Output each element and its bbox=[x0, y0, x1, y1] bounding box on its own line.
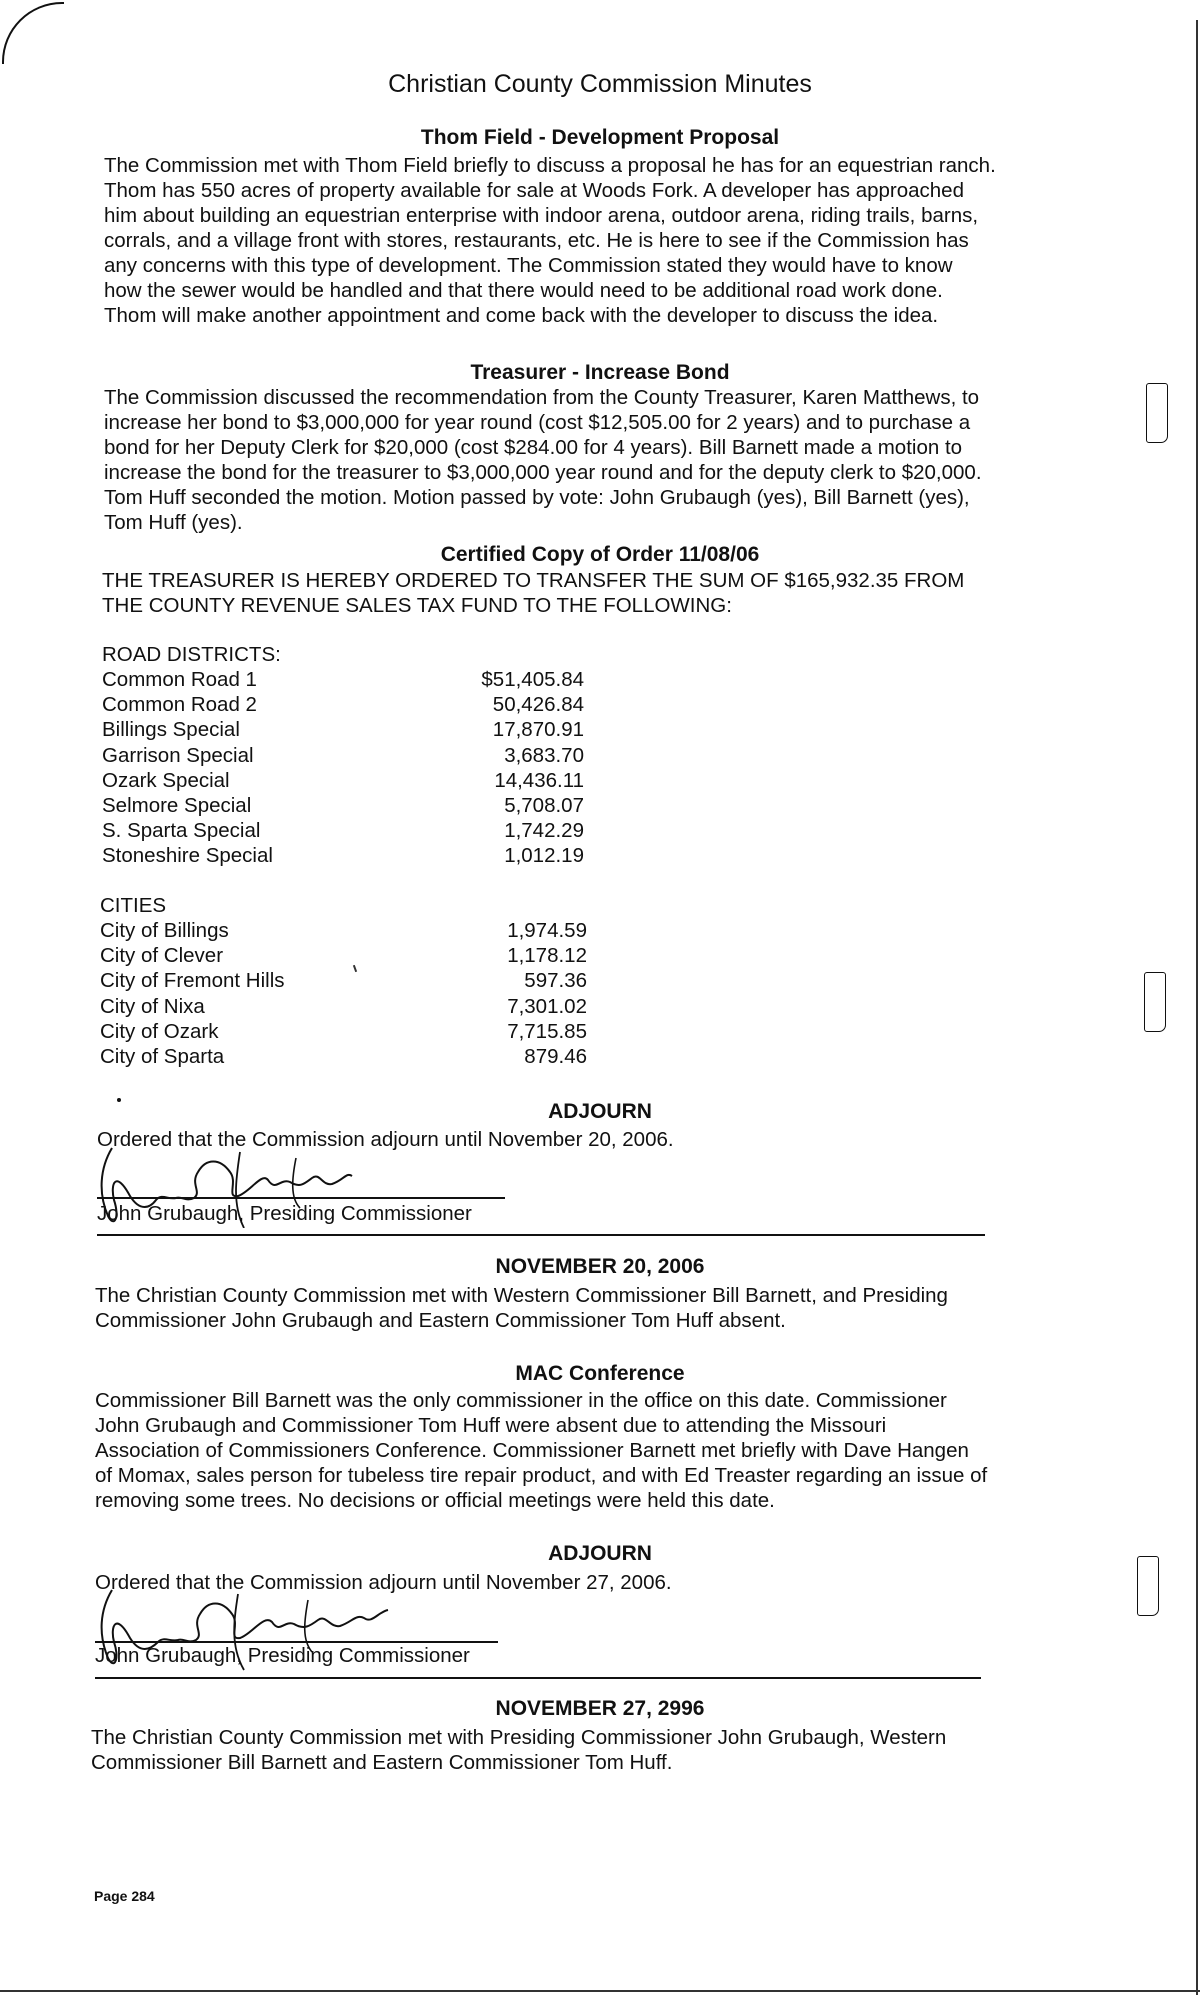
table-row bbox=[102, 667, 584, 692]
adjourn-order-text: Ordered that the Commission adjourn until November 27, 2006. bbox=[95, 1571, 672, 1594]
order-statement bbox=[102, 568, 1162, 618]
table-row bbox=[102, 692, 584, 717]
district-amount: 3,683.70 bbox=[504, 743, 584, 767]
district-amount: 1,742.29 bbox=[504, 819, 584, 843]
text-line: increase the bond for the treasurer to $3,000,000 year round and for the deputy clerk to $20,000. bbox=[104, 461, 982, 484]
city-amount: 1,178.12 bbox=[507, 944, 587, 968]
binder-tab-middle bbox=[1144, 972, 1166, 1032]
text-line: John Grubaugh and Commissioner Tom Huff were absent due to attending the Missouri bbox=[95, 1414, 887, 1437]
text-line: bond for her Deputy Clerk for $20,000 (cost $284.00 for 4 years). Bill Barnett made a motion to bbox=[104, 436, 963, 459]
table-row bbox=[102, 768, 584, 793]
text-line: him about building an equestrian enterprise with indoor arena, outdoor arena, riding trails, barns, bbox=[104, 204, 979, 227]
section-heading-adjourn: ADJOURN bbox=[548, 1100, 652, 1123]
section-heading-thom-field: Thom Field - Development Proposal bbox=[420, 126, 780, 149]
table-row bbox=[102, 743, 584, 768]
table-row bbox=[102, 818, 584, 843]
section-heading-certified-order: Certified Copy of Order 11/08/06 bbox=[440, 543, 760, 566]
page-bottom-edge bbox=[0, 1990, 1200, 1992]
table-row bbox=[100, 943, 587, 968]
district-amount: $51,405.84 bbox=[481, 668, 584, 691]
text-line: how the sewer would be handled and that there would need to be additional road work done. bbox=[104, 279, 943, 302]
district-name: Common Road 2 bbox=[102, 693, 257, 717]
table-row bbox=[102, 843, 584, 868]
section-heading-treasurer: Treasurer - Increase Bond bbox=[470, 361, 730, 384]
city-amount: 597.36 bbox=[524, 969, 587, 993]
road-districts-label: ROAD DISTRICTS: bbox=[102, 643, 281, 666]
text-line: The Christian County Commission met with Presiding Commissioner John Grubaugh, Western bbox=[91, 1726, 947, 1749]
text-line: Tom Huff seconded the motion. Motion passed by vote: John Grubaugh (yes), Bill Barnett (yes), bbox=[104, 486, 970, 509]
table-row bbox=[100, 994, 587, 1019]
table-row bbox=[100, 918, 587, 943]
city-name: City of Ozark bbox=[100, 1019, 219, 1043]
paragraph-nov-20 bbox=[95, 1283, 1155, 1333]
district-name: Billings Special bbox=[102, 718, 240, 742]
page-corner-curve bbox=[2, 2, 64, 64]
city-name: City of Nixa bbox=[100, 994, 205, 1018]
text-line: of Momax, sales person for tubeless tire repair product, and with Ed Treaster regarding an issue of bbox=[95, 1464, 988, 1487]
district-amount: 50,426.84 bbox=[492, 693, 584, 717]
text-line: Thom has 550 acres of property available for sale at Woods Fork. A developer has approached bbox=[104, 179, 964, 202]
text-line: The Commission discussed the recommendation from the County Treasurer, Karen Matthews, to bbox=[104, 386, 980, 409]
city-amount: 879.46 bbox=[524, 1044, 587, 1068]
district-name: Garrison Special bbox=[102, 743, 254, 767]
section-heading-nov-27: NOVEMBER 27, 2996 bbox=[495, 1697, 705, 1720]
signatory-name: John Grubaugh, Presiding Commissioner bbox=[95, 1644, 470, 1667]
text-line: corrals, and a village front with stores, restaurants, etc. He is here to see if the Commission has bbox=[104, 229, 969, 252]
signatory-name: John Grubaugh, Presiding Commissioner bbox=[97, 1202, 472, 1225]
section-heading-mac: MAC Conference bbox=[515, 1362, 685, 1385]
road-districts-table bbox=[102, 667, 584, 869]
text-line: Commissioner Bill Barnett was the only commissioner in the office on this date. Commissioner bbox=[95, 1389, 947, 1412]
paragraph-treasurer bbox=[104, 385, 1164, 535]
district-amount: 5,708.07 bbox=[504, 793, 584, 817]
text-line: removing some trees. No decisions or official meetings were held this date. bbox=[95, 1489, 775, 1512]
table-row bbox=[100, 968, 587, 993]
section-heading-adjourn: ADJOURN bbox=[548, 1542, 652, 1565]
district-amount: 1,012.19 bbox=[504, 844, 584, 868]
text-line: The Commission met with Thom Field briefly to discuss a proposal he has for an equestrian ranch. bbox=[104, 154, 996, 177]
paragraph-thom-field bbox=[104, 153, 1164, 328]
text-line: Thom will make another appointment and come back with the developer to discuss the idea. bbox=[104, 304, 939, 327]
cities-table bbox=[100, 918, 587, 1069]
paragraph-mac bbox=[95, 1388, 1155, 1513]
table-row bbox=[100, 1019, 587, 1044]
paragraph-nov-27 bbox=[91, 1725, 1151, 1775]
district-name: S. Sparta Special bbox=[102, 819, 261, 843]
text-line: Association of Commissioners Conference. Commissioner Barnett met briefly with Dave Hangen bbox=[95, 1439, 969, 1462]
city-amount: 7,301.02 bbox=[507, 994, 587, 1018]
city-name: City of Clever bbox=[100, 944, 224, 968]
city-amount: 7,715.85 bbox=[507, 1019, 587, 1043]
text-line: THE TREASURER IS HEREBY ORDERED TO TRANSFER THE SUM OF $165,932.35 FROM bbox=[102, 569, 965, 592]
signature-line bbox=[97, 1197, 505, 1199]
district-amount: 14,436.11 bbox=[494, 768, 584, 792]
page-number: Page 284 bbox=[94, 1888, 155, 1904]
section-divider bbox=[95, 1677, 981, 1679]
text-line: Commissioner Bill Barnett and Eastern Commissioner Tom Huff. bbox=[91, 1751, 673, 1774]
text-line: THE COUNTY REVENUE SALES TAX FUND TO THE FOLLOWING: bbox=[102, 594, 732, 617]
document-title: Christian County Commission Minutes bbox=[388, 70, 812, 98]
table-row bbox=[102, 793, 584, 818]
adjourn-order-text: Ordered that the Commission adjourn until November 20, 2006. bbox=[97, 1128, 674, 1151]
city-name: City of Fremont Hills bbox=[100, 969, 285, 993]
table-row bbox=[100, 1044, 587, 1069]
city-name: City of Sparta bbox=[100, 1044, 225, 1068]
text-line: The Christian County Commission met with Western Commissioner Bill Barnett, and Presiding bbox=[95, 1284, 948, 1307]
table-row bbox=[102, 717, 584, 742]
text-line: Tom Huff (yes). bbox=[104, 511, 243, 534]
section-heading-nov-20: NOVEMBER 20, 2006 bbox=[495, 1255, 705, 1278]
text-line: increase her bond to $3,000,000 for year round (cost $12,505.00 for 2 years) and to purchase a bbox=[104, 411, 971, 434]
section-divider bbox=[97, 1234, 985, 1236]
text-line: Commissioner John Grubaugh and Eastern Commissioner Tom Huff absent. bbox=[95, 1309, 786, 1332]
district-name: Stoneshire Special bbox=[102, 844, 273, 868]
district-name: Common Road 1 bbox=[102, 668, 257, 691]
cities-label: CITIES bbox=[100, 894, 167, 917]
text-line: any concerns with this type of development. The Commission stated they would have to know bbox=[104, 254, 953, 277]
district-name: Ozark Special bbox=[102, 768, 230, 792]
city-name: City of Billings bbox=[100, 919, 229, 942]
district-amount: 17,870.91 bbox=[492, 718, 584, 742]
city-amount: 1,974.59 bbox=[507, 919, 587, 942]
district-name: Selmore Special bbox=[102, 793, 252, 817]
